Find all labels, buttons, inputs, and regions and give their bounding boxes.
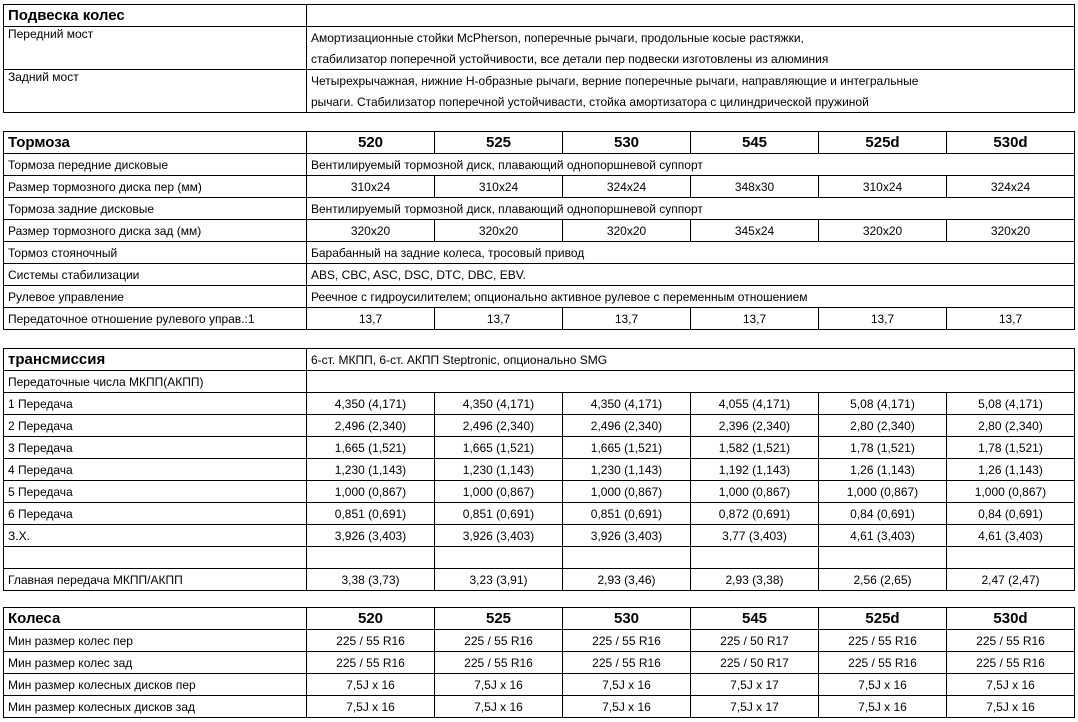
table-row xyxy=(4,242,1075,264)
value-cell: 1,000 (0,867) xyxy=(947,481,1075,503)
value-cell: 1,000 (0,867) xyxy=(307,481,435,503)
row-label: Передаточное отношение рулевого управ.:1 xyxy=(4,308,307,330)
row-text: Вентилируемый тормозной диск, плавающий однопоршневой суппорт xyxy=(307,154,1075,176)
row-text: Реечное с гидроусилителем; опционально активное рулевое с переменным отношением xyxy=(307,286,1075,308)
wheels-header-row xyxy=(4,608,1075,630)
row-label: Передний мост xyxy=(4,27,307,70)
table-row xyxy=(4,652,1075,674)
value-cell: 7,5J x 16 xyxy=(819,696,947,718)
row-label: Системы стабилизации xyxy=(4,264,307,286)
value-cell: 225 / 55 R16 xyxy=(435,630,563,652)
value-cell: 348x30 xyxy=(691,176,819,198)
row-label: Мин размер колесных дисков пер xyxy=(4,674,307,696)
table-row xyxy=(4,525,1075,547)
row-label: 3 Передача xyxy=(4,437,307,459)
table-row xyxy=(4,630,1075,652)
value-cell: 13,7 xyxy=(819,308,947,330)
transmission-table xyxy=(3,348,1075,591)
table-row xyxy=(4,415,1075,437)
table-row xyxy=(4,176,1075,198)
value-cell: 4,350 (4,171) xyxy=(563,393,691,415)
value-cell: 0,851 (0,691) xyxy=(563,503,691,525)
wheel-rows xyxy=(4,630,1075,718)
value-cell: 2,496 (2,340) xyxy=(435,415,563,437)
table-row xyxy=(4,674,1075,696)
model-header: 530d xyxy=(947,132,1075,154)
value-cell: 225 / 55 R16 xyxy=(435,652,563,674)
value-cell: 225 / 55 R16 xyxy=(819,652,947,674)
model-header: 530d xyxy=(947,608,1075,630)
transmission-desc: 6-ст. МКПП, 6-ст. АКПП Steptronic, опционально SMG xyxy=(307,349,1075,371)
value-cell: 7,5J x 17 xyxy=(691,696,819,718)
gear-rows xyxy=(4,393,1075,547)
value-cell: 310x24 xyxy=(819,176,947,198)
value-cell: 1,78 (1,521) xyxy=(947,437,1075,459)
row-label: Размер тормозного диска пер (мм) xyxy=(4,176,307,198)
empty-cell xyxy=(307,547,435,569)
suspension-table xyxy=(3,4,1075,113)
table-row xyxy=(4,437,1075,459)
row-text: Вентилируемый тормозной диск, плавающий однопоршневой суппорт xyxy=(307,198,1075,220)
value-cell: 7,5J x 16 xyxy=(947,696,1075,718)
value-cell: 320x20 xyxy=(819,220,947,242)
empty-cell xyxy=(435,547,563,569)
table-row xyxy=(4,481,1075,503)
value-cell: 320x20 xyxy=(947,220,1075,242)
model-header: 525 xyxy=(435,132,563,154)
table-row xyxy=(4,70,1075,92)
table-row xyxy=(4,393,1075,415)
value-cell: 1,665 (1,521) xyxy=(307,437,435,459)
value-cell: 7,5J x 17 xyxy=(691,674,819,696)
value-cell: 13,7 xyxy=(435,308,563,330)
value-cell: 2,93 (3,38) xyxy=(691,569,819,591)
value-cell: 3,926 (3,403) xyxy=(307,525,435,547)
row-text: ABS, CBC, ASC, DSC, DTC, DBC, EBV. xyxy=(307,264,1075,286)
value-cell: 13,7 xyxy=(691,308,819,330)
table-row xyxy=(4,220,1075,242)
table-row xyxy=(4,27,1075,49)
value-cell: 1,26 (1,143) xyxy=(947,459,1075,481)
value-cell: 3,926 (3,403) xyxy=(435,525,563,547)
value-cell: 310x24 xyxy=(307,176,435,198)
table-row xyxy=(4,547,1075,569)
row-label: 4 Передача xyxy=(4,459,307,481)
value-cell: 1,230 (1,143) xyxy=(307,459,435,481)
wheels-table xyxy=(3,607,1075,718)
value-cell: 7,5J x 16 xyxy=(563,674,691,696)
value-cell: 310x24 xyxy=(435,176,563,198)
row-label: Тормоз стояночный xyxy=(4,242,307,264)
row-label: 2 Передача xyxy=(4,415,307,437)
value-cell: 225 / 55 R16 xyxy=(819,630,947,652)
value-cell: 4,61 (3,403) xyxy=(947,525,1075,547)
value-cell: 4,350 (4,171) xyxy=(435,393,563,415)
value-cell: 1,26 (1,143) xyxy=(819,459,947,481)
empty-cell xyxy=(307,5,1075,27)
row-label: Мин размер колес зад xyxy=(4,652,307,674)
model-header: 520 xyxy=(307,132,435,154)
model-header: 525d xyxy=(819,132,947,154)
value-cell: 5,08 (4,171) xyxy=(819,393,947,415)
value-cell: 1,78 (1,521) xyxy=(819,437,947,459)
value-cell: 225 / 55 R16 xyxy=(947,630,1075,652)
value-cell: 225 / 50 R17 xyxy=(691,630,819,652)
row-label: Мин размер колесных дисков зад xyxy=(4,696,307,718)
row-label: Главная передача МКПП/АКПП xyxy=(4,569,307,591)
value-cell: 225 / 50 R17 xyxy=(691,652,819,674)
model-header: 530 xyxy=(563,132,691,154)
empty-cell xyxy=(819,547,947,569)
row-text: рычаги. Стабилизатор поперечной устойчивасти, стойка амортизатора с цилиндрической пружиной xyxy=(307,91,1075,113)
value-cell: 3,38 (3,73) xyxy=(307,569,435,591)
model-header: 545 xyxy=(691,608,819,630)
empty-cell xyxy=(307,371,1075,393)
row-label: 5 Передача xyxy=(4,481,307,503)
value-cell: 4,61 (3,403) xyxy=(819,525,947,547)
value-cell: 1,582 (1,521) xyxy=(691,437,819,459)
row-label: 6 Передача xyxy=(4,503,307,525)
row-label: Рулевое управление xyxy=(4,286,307,308)
value-cell: 7,5J x 16 xyxy=(435,696,563,718)
model-header: 525 xyxy=(435,608,563,630)
value-cell: 225 / 55 R16 xyxy=(563,652,691,674)
value-cell: 345x24 xyxy=(691,220,819,242)
row-label: З.Х. xyxy=(4,525,307,547)
value-cell: 1,665 (1,521) xyxy=(435,437,563,459)
value-cell: 13,7 xyxy=(563,308,691,330)
value-cell: 0,84 (0,691) xyxy=(947,503,1075,525)
table-row xyxy=(4,154,1075,176)
value-cell: 320x20 xyxy=(563,220,691,242)
row-text: стабилизатор поперечной устойчивости, все детали пер подвески изготовлены из алюминия xyxy=(307,48,1075,70)
wheels-title: Колеса xyxy=(4,608,307,630)
model-header: 525d xyxy=(819,608,947,630)
value-cell: 1,230 (1,143) xyxy=(563,459,691,481)
row-label: Мин размер колес пер xyxy=(4,630,307,652)
value-cell: 7,5J x 16 xyxy=(435,674,563,696)
value-cell: 7,5J x 16 xyxy=(563,696,691,718)
value-cell: 7,5J x 16 xyxy=(819,674,947,696)
brakes-title: Тормоза xyxy=(4,132,307,154)
suspension-title: Подвеска колес xyxy=(4,5,307,27)
value-cell: 324x24 xyxy=(563,176,691,198)
value-cell: 2,396 (2,340) xyxy=(691,415,819,437)
value-cell: 3,77 (3,403) xyxy=(691,525,819,547)
value-cell: 1,192 (1,143) xyxy=(691,459,819,481)
row-label: Задний мост xyxy=(4,70,307,113)
value-cell: 1,000 (0,867) xyxy=(819,481,947,503)
value-cell: 2,47 (2,47) xyxy=(947,569,1075,591)
value-cell: 2,80 (2,340) xyxy=(819,415,947,437)
table-row xyxy=(4,308,1075,330)
empty-cell xyxy=(4,547,307,569)
model-header: 545 xyxy=(691,132,819,154)
row-label: Размер тормозного диска зад (мм) xyxy=(4,220,307,242)
value-cell: 320x20 xyxy=(435,220,563,242)
value-cell: 225 / 55 R16 xyxy=(307,652,435,674)
table-row xyxy=(4,459,1075,481)
suspension-header-row xyxy=(4,5,1075,27)
value-cell: 13,7 xyxy=(307,308,435,330)
row-label: 1 Передача xyxy=(4,393,307,415)
value-cell: 13,7 xyxy=(947,308,1075,330)
transmission-header-row xyxy=(4,349,1075,371)
value-cell: 7,5J x 16 xyxy=(307,696,435,718)
table-row xyxy=(4,569,1075,591)
table-row xyxy=(4,371,1075,393)
transmission-title: трансмиссия xyxy=(4,349,307,371)
brakes-header-row xyxy=(4,132,1075,154)
value-cell: 4,055 (4,171) xyxy=(691,393,819,415)
value-cell: 0,84 (0,691) xyxy=(819,503,947,525)
value-cell: 3,23 (3,91) xyxy=(435,569,563,591)
value-cell: 1,000 (0,867) xyxy=(435,481,563,503)
value-cell: 4,350 (4,171) xyxy=(307,393,435,415)
value-cell: 324x24 xyxy=(947,176,1075,198)
value-cell: 2,56 (2,65) xyxy=(819,569,947,591)
value-cell: 2,93 (3,46) xyxy=(563,569,691,591)
table-row xyxy=(4,264,1075,286)
value-cell: 225 / 55 R16 xyxy=(947,652,1075,674)
empty-cell xyxy=(691,547,819,569)
row-text: Четырехрычажная, нижние Н-образные рычаги, верние поперечные рычаги, направляющие и интегральные xyxy=(307,70,1075,92)
value-cell: 7,5J x 16 xyxy=(307,674,435,696)
value-cell: 320x20 xyxy=(307,220,435,242)
brakes-table xyxy=(3,131,1075,330)
value-cell: 2,496 (2,340) xyxy=(563,415,691,437)
value-cell: 1,230 (1,143) xyxy=(435,459,563,481)
value-cell: 2,80 (2,340) xyxy=(947,415,1075,437)
value-cell: 1,000 (0,867) xyxy=(563,481,691,503)
table-row xyxy=(4,503,1075,525)
model-header: 520 xyxy=(307,608,435,630)
value-cell: 3,926 (3,403) xyxy=(563,525,691,547)
value-cell: 0,851 (0,691) xyxy=(435,503,563,525)
table-row xyxy=(4,198,1075,220)
value-cell: 225 / 55 R16 xyxy=(563,630,691,652)
empty-cell xyxy=(563,547,691,569)
row-label: Передаточные числа МКПП(АКПП) xyxy=(4,371,307,393)
value-cell: 0,851 (0,691) xyxy=(307,503,435,525)
value-cell: 225 / 55 R16 xyxy=(307,630,435,652)
value-cell: 2,496 (2,340) xyxy=(307,415,435,437)
empty-cell xyxy=(947,547,1075,569)
row-label: Тормоза передние дисковые xyxy=(4,154,307,176)
value-cell: 7,5J x 16 xyxy=(947,674,1075,696)
row-text: Амортизационные стойки McPherson, поперечные рычаги, продольные косые растяжки, xyxy=(307,27,1075,49)
table-row xyxy=(4,696,1075,718)
row-label: Тормоза задние дисковые xyxy=(4,198,307,220)
value-cell: 1,000 (0,867) xyxy=(691,481,819,503)
value-cell: 5,08 (4,171) xyxy=(947,393,1075,415)
table-row xyxy=(4,286,1075,308)
value-cell: 0,872 (0,691) xyxy=(691,503,819,525)
model-header: 530 xyxy=(563,608,691,630)
row-text: Барабанный на задние колеса, тросовый привод xyxy=(307,242,1075,264)
value-cell: 1,665 (1,521) xyxy=(563,437,691,459)
